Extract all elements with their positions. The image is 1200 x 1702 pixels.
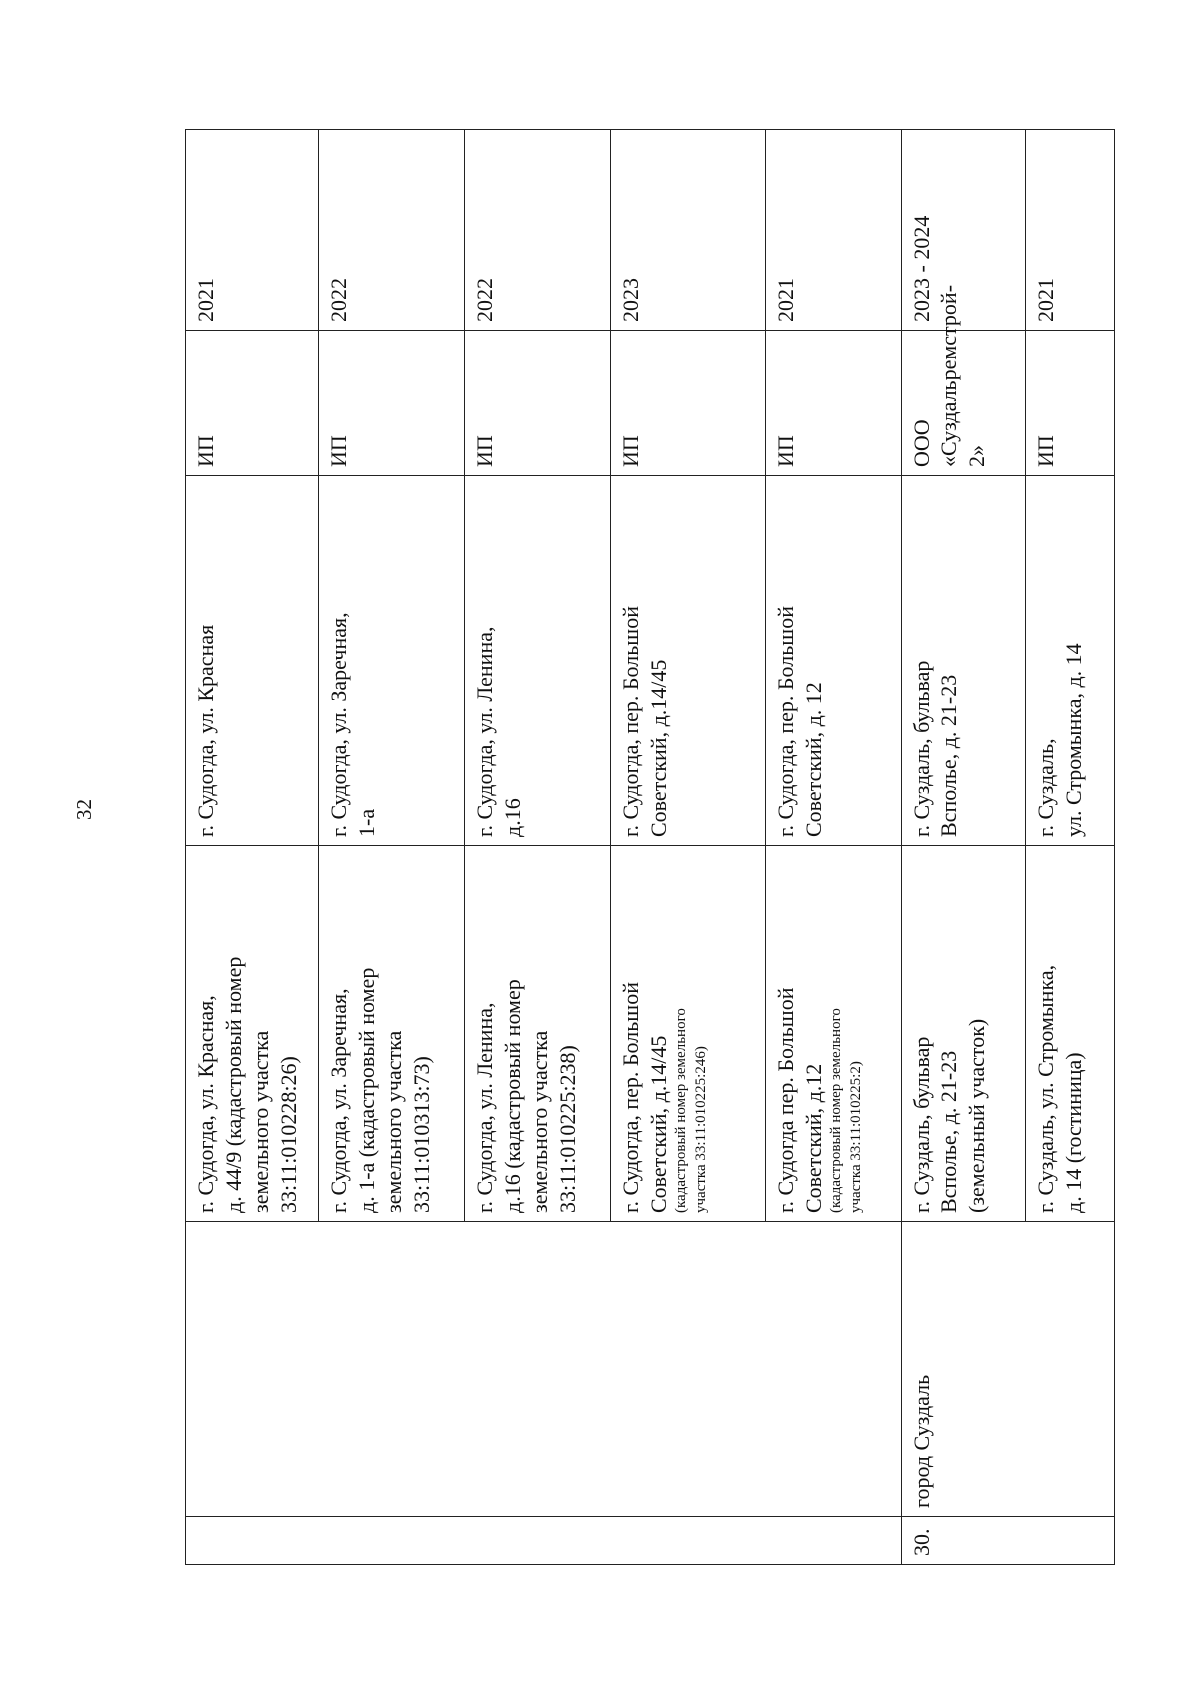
year-cell: 2021 [1026,130,1115,331]
object-cell: г. Судогда, ул. Ленина, д.16 (кадастровый номер земельного участка 33:11:010225:238) [465,846,611,1222]
address-cell: г. Судогда, пер. Большой Советский, д.14/45 [611,476,766,846]
year-cell: 2022 [319,130,465,331]
org-cell: ООО «Суздальремстрой- 2» [901,331,1026,476]
org-cell: ИП [611,331,766,476]
num-cell [186,1517,902,1565]
locality-cell [186,1222,902,1517]
year-cell: 2021 [766,130,901,331]
table-row [901,130,1026,1565]
locality-cell: город Суздаль [901,1222,1114,1517]
org-cell: ИП [766,331,901,476]
object-cell: г. Судогда, ул. Заречная, д. 1-а (кадастровый номер земельного участка 33:11:010313:73) [319,846,465,1222]
page-number: 32 [72,799,96,820]
table-row [186,130,319,1565]
year-cell: 2023 [611,130,766,331]
org-cell: ИП [1026,331,1115,476]
org-cell: ИП [186,331,319,476]
object-cell: г. Судогда пер. Большой Советский, д.12 (кадастровый номер земельного участка 33:11:010225:2) [766,846,901,1222]
address-cell: г. Судогда, ул. Ленина, д.16 [465,476,611,846]
object-cell: г. Судогда, ул. Красная, д. 44/9 (кадастровый номер земельного участка 33:11:010228:26) [186,846,319,1222]
table-container [185,130,1115,1565]
object-table [185,129,1115,1565]
address-cell: г. Судогда, пер. Большой Советский, д. 12 [766,476,901,846]
address-cell: г. Суздаль, ул. Стромынка, д. 14 [1026,476,1115,846]
object-cell: г. Суздаль, ул. Стромынка, д. 14 (гостиница) [1026,846,1115,1222]
org-cell: ИП [319,331,465,476]
org-cell: ИП [465,331,611,476]
num-cell: 30. [901,1517,1114,1565]
year-cell: 2023 - 2024 [901,130,1026,331]
year-cell: 2021 [186,130,319,331]
address-cell: г. Судогда, ул. Заречная, 1-а [319,476,465,846]
address-cell: г. Судогда, ул. Красная [186,476,319,846]
object-cell: г. Суздаль, бульвар Всполье, д. 21-23 (земельный участок) [901,846,1026,1222]
address-cell: г. Суздаль, бульвар Всполье, д. 21-23 [901,476,1026,846]
object-cell: г. Судогда, пер. Большой Советский, д.14/45 (кадастровый номер земельного участка 33:11:010225:246) [611,846,766,1222]
year-cell: 2022 [465,130,611,331]
